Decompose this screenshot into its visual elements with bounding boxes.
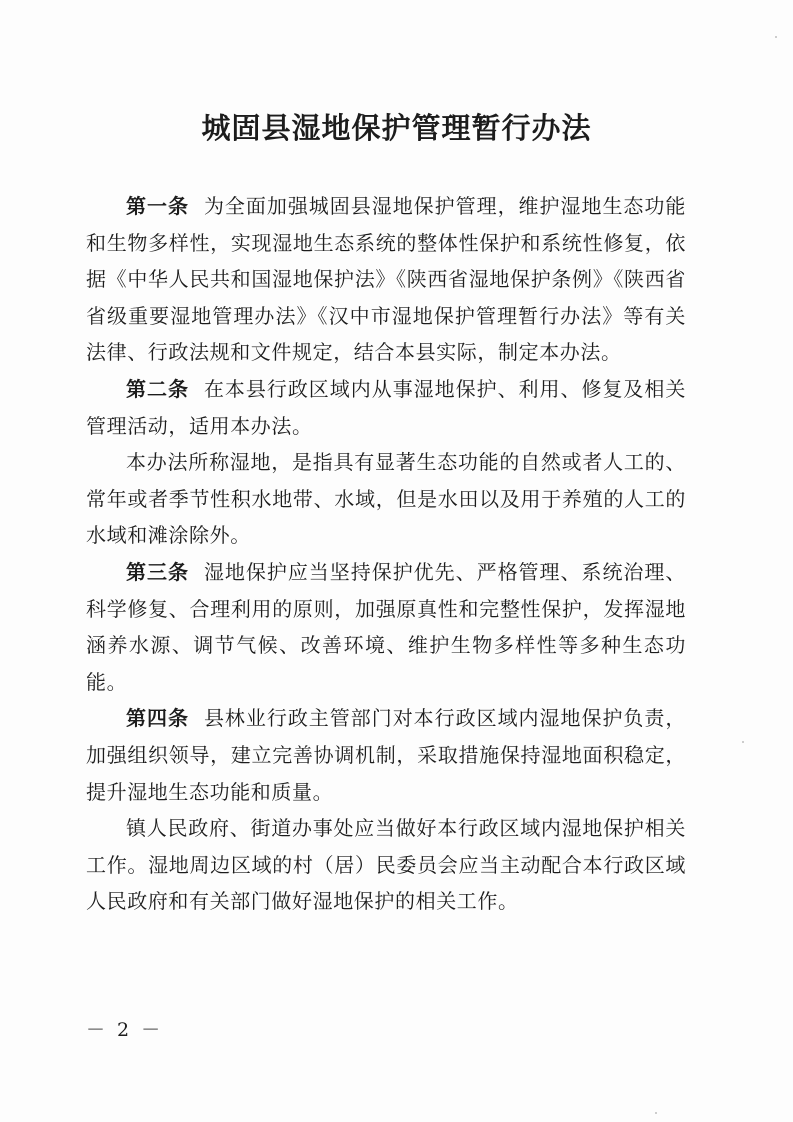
article-label: 第四条 <box>126 706 189 731</box>
article-text: 在本县行政区域内从事湿地保护、利用、修复及相关管理活动，适用本办法。 <box>86 376 686 438</box>
scan-speck <box>742 741 744 743</box>
article-text: 湿地保护应当坚持保护优先、严格管理、系统治理、科学修复、合理利用的原则，加强原真性和完整性保护，发挥湿地涵养水源、调节气候、改善环境、维护生物多样性等多种生态功能。 <box>86 559 686 694</box>
document-title: 城固县湿地保护管理暂行办法 <box>201 111 592 145</box>
page-number: － 2 － <box>86 1019 164 1041</box>
article-text: 本办法所称湿地，是指具有显著生态功能的自然或者人工的、常年或者季节性积水地带、水域，但是水田以及用于养殖的人工的水域和滩涂除外。 <box>86 450 686 548</box>
article-2-paragraph <box>86 371 686 444</box>
article-1-paragraph <box>86 188 686 371</box>
article-4-paragraph <box>86 700 686 810</box>
article-text: 县林业行政主管部门对本行政区域内湿地保护负责，加强组织领导，建立完善协调机制，采取措施保持湿地面积稳定，提升湿地生态功能和质量。 <box>86 706 686 804</box>
document-body <box>86 188 686 920</box>
scan-speck <box>655 1112 657 1114</box>
article-text: 镇人民政府、街道办事处应当做好本行政区域内湿地保护相关工作。湿地周边区域的村（居）民委员会应当主动配合本行政区域人民政府和有关部门做好湿地保护的相关工作。 <box>86 816 686 914</box>
article-4-continuation-paragraph <box>86 810 686 920</box>
article-2-continuation-paragraph <box>86 444 686 554</box>
scan-speck <box>775 36 777 38</box>
article-label: 第三条 <box>126 559 189 584</box>
article-3-paragraph <box>86 554 686 700</box>
article-label: 第二条 <box>126 376 189 401</box>
article-text: 为全面加强城固县湿地保护管理，维护湿地生态功能和生物多样性，实现湿地生态系统的整体性保护和系统性修复，依据《中华人民共和国湿地保护法》《陕西省湿地保护条例》《陕西省省级重要湿地管理办法》《汉中市湿地保护管理暂行办法》等有关法律、行政法规和文件规定，结合本县实际，制定本办法。 <box>86 194 686 365</box>
article-label: 第一条 <box>126 194 189 218</box>
